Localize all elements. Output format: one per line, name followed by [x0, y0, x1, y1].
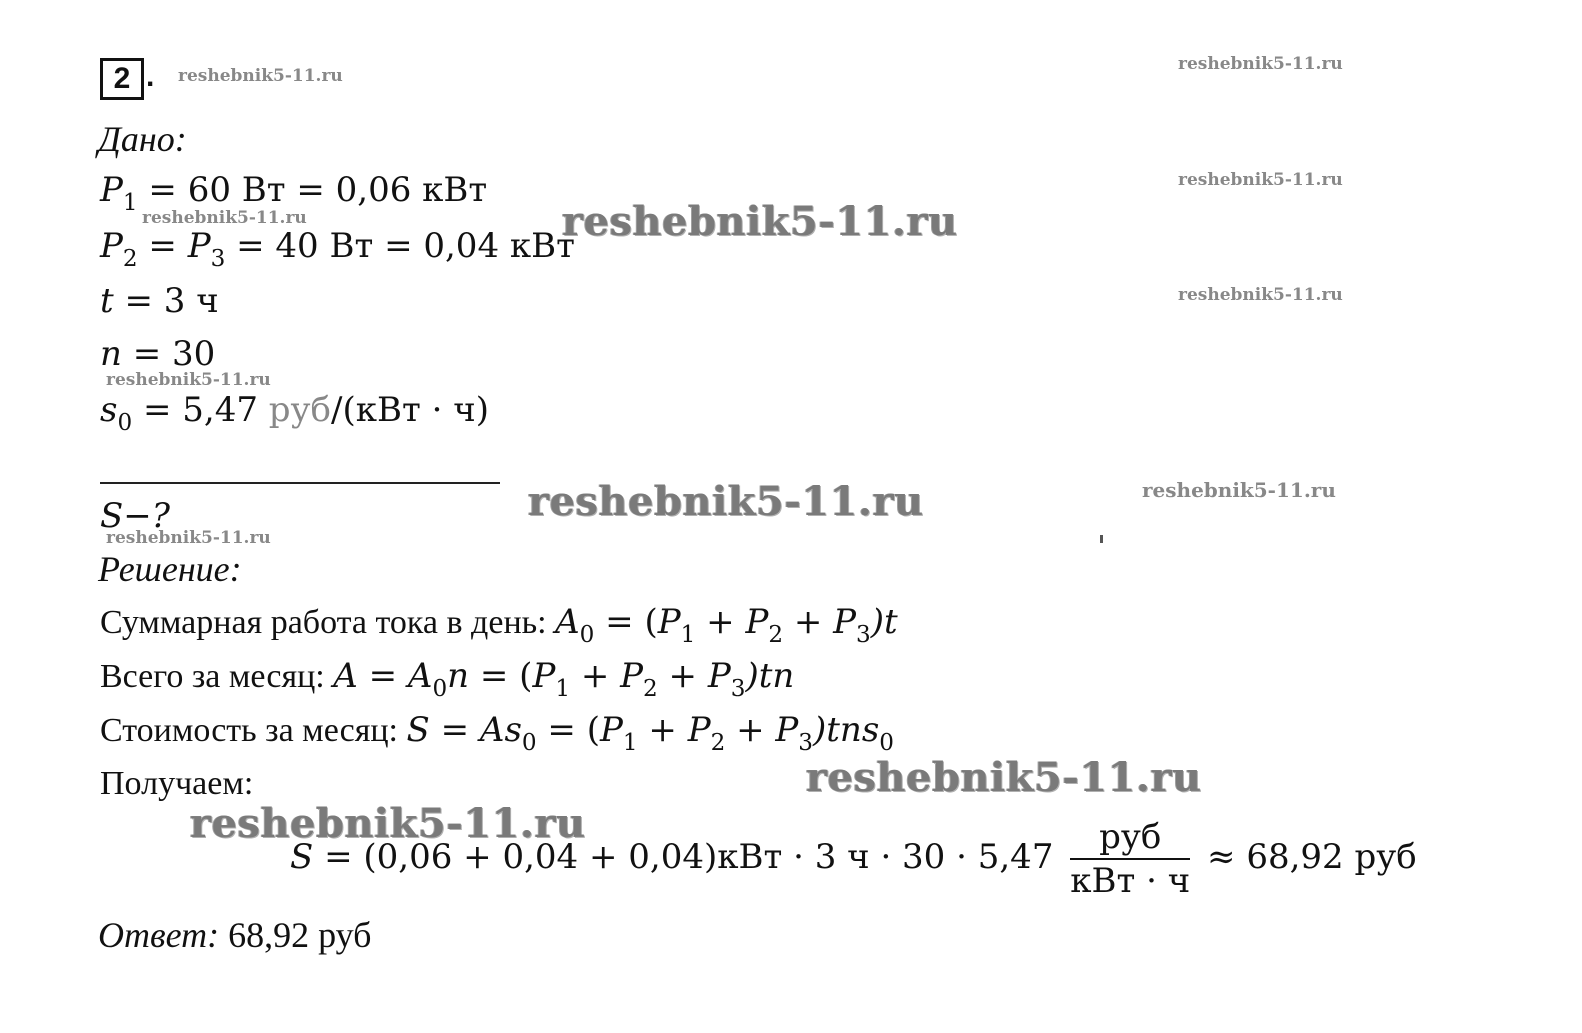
given-divider [100, 482, 500, 484]
given-p1: $P_1 = 60$ Вт = 0,06 кВт [100, 170, 488, 216]
given-n: n = 30 [100, 334, 216, 374]
answer-value: 68,92 руб [219, 915, 372, 955]
given-t: t = 3 ч [100, 281, 219, 321]
watermark: reshebnik5-11.ru [106, 528, 271, 548]
watermark: reshebnik5-11.ru [1142, 478, 1336, 502]
result-lhs: S = (0,06 + 0,04 + 0,04)кВт · 3 ч · 30 · 5,47 [290, 837, 1065, 877]
watermark: reshebnik5-11.ru [178, 66, 343, 86]
result-fraction [1070, 818, 1190, 900]
result-formula [290, 818, 1417, 900]
result-rhs: ≈ 68,92 руб [1196, 837, 1417, 877]
solution-line-1: Суммарная работа тока в день: $A_0 = (P_1 + P_2 + P_3)t$ [100, 602, 898, 648]
fraction-denominator: кВт · ч [1070, 861, 1191, 901]
given-heading: Дано: [98, 119, 187, 159]
watermark: reshebnik5-11.ru [562, 198, 958, 245]
problem-number-dot: . [146, 60, 155, 93]
solution-line-2: Всего за месяц: $A = A_0n = (P_1 + P_2 + P_3)tn$ [100, 656, 795, 702]
solution-heading: Решение: [98, 549, 242, 589]
watermark: reshebnik5-11.ru [106, 370, 271, 390]
given-p2-p3: $P_2 = P_3 = 40$ Вт = 0,04 кВт [100, 226, 575, 272]
answer-line [98, 914, 372, 956]
fraction-numerator: руб [1070, 818, 1190, 860]
problem-number: 2 [100, 58, 144, 100]
answer-label: Ответ: [98, 915, 220, 955]
solution-line-3: Стоимость за месяц: $S = As_0 = (P_1 + P_2 + P_3)tns_0$ [100, 710, 894, 756]
find-line: S−? [100, 496, 171, 536]
watermark: reshebnik5-11.ru [806, 754, 1202, 801]
solution-line-4: Получаем: [100, 765, 254, 802]
given-s0: $s_0 = 5,47$ руб/(кВт · ч) [100, 390, 489, 436]
watermark: reshebnik5-11.ru [190, 800, 586, 847]
watermark: reshebnik5-11.ru [142, 208, 307, 228]
stray-mark [1100, 535, 1103, 543]
watermark: reshebnik5-11.ru [1178, 285, 1343, 305]
watermark: reshebnik5-11.ru [1178, 54, 1343, 74]
watermark: reshebnik5-11.ru [1178, 170, 1343, 190]
watermark: reshebnik5-11.ru [528, 478, 924, 525]
